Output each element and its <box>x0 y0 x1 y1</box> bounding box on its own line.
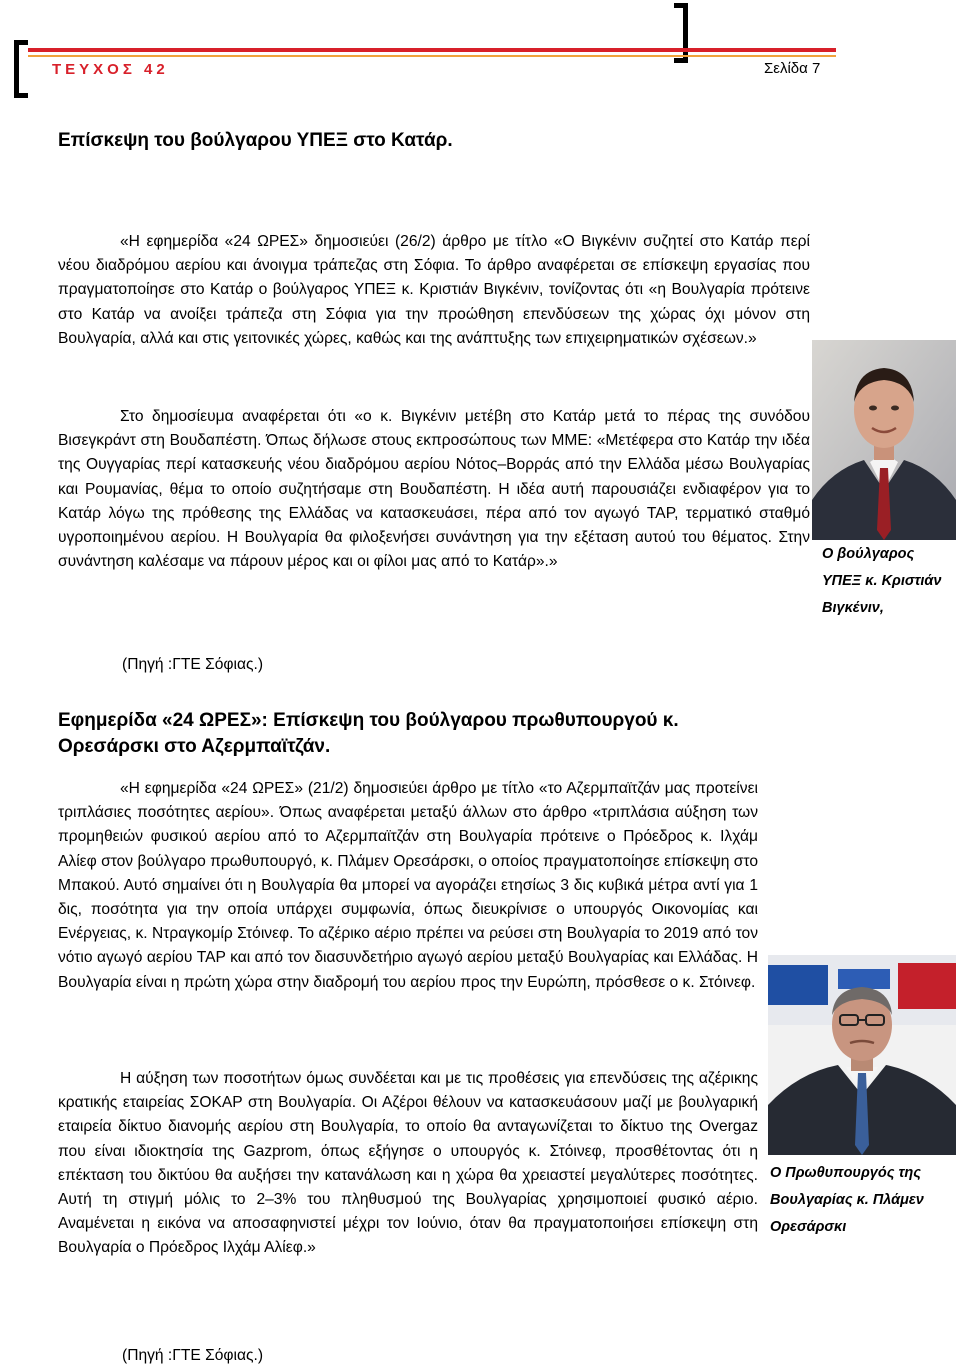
vigenin-caption: Ο βούλγαρος ΥΠΕΞ κ. Κριστιάν Βιγκένιν, <box>822 546 942 616</box>
oresharski-caption: Ο Πρωθυπουργός της Βουλγαρίας κ. Πλάμεν Ορεσάρσκι <box>770 1165 924 1235</box>
page-number: Σελίδα 7 <box>764 60 821 77</box>
header-left-bracket <box>14 40 28 98</box>
article2-title: Εφημερίδα «24 ΩΡΕΣ»: Επίσκεψη του βούλγαρου πρωθυπουργού κ. Ορεσάρσκι στο Αζερμπαϊτζάν. <box>58 710 679 757</box>
article1-title: Επίσκεψη του βούλγαρου ΥΠΕΞ στο Κατάρ. <box>58 130 453 151</box>
issue-label: ΤΕΥΧΟΣ 42 <box>52 61 169 78</box>
article2-paragraph1: «Η εφημερίδα «24 ΩΡΕΣ» (21/2) δημοσιεύει άρθρο με τίτλο «το Αζερμπαϊτζάν μας προτείνει τριπλάσιες ποσότητες αερίου». Όπως αναφέρεται μεταξύ άλλων στο άρθρο «τριπλάσια αύξηση των προμηθειών φυσικού αερίου από το Αζερμπαϊτζάν στη Βουλγαρία πρότεινε ο Πρόεδρος κ. Ιλχάμ Αλίεφ στον βούλγαρο πρωθυπουργό, κ. Πλάμεν Ορεσάρσκι, ο οποίος πραγματοποίησε επίσκεψη στο Μπακού. Αυτό σημαίνει ότι η Βουλγαρία θα μπορεί να αγοράζει ετησίως 3 δις κυβικά μέτρα αντί για 1 δις, ποσότητα για την οποία υπάρχει συμφωνία, όπως διευκρίνισε ο υπουργός Οικονομίας και Ενέργειας, κ. Ντραγκομίρ Στόινεφ. Το αζέρικο αέριο πρέπει να ρεύσει στη Βουλγαρία το 2019 από τον νότιο αγωγό αερίου TAP και από τον διασυνδετήριο αγωγό αερίου μεταξύ Βουλγαρίας και Ελλάδας. Η Βουλγαρία είναι η πρώτη χώρα στην διαδρομή του αερίου προς την Ευρώπη, πρόσθεσε ο κ. Στόινεφ. <box>58 780 758 991</box>
article2-paragraph2: Η αύξηση των ποσοτήτων όμως συνδέεται και με τις προθέσεις για επενδύσεις της αζέρικης κρατικής εταιρείας ΣΟΚΑΡ στη Βουλγαρία. Οι Αζέροι θέλουν να κατασκευάσουν μαζί με βουλγαρική εταιρεία δίκτυο διανομής αερίου στη Βουλγαρία, το οποίο θα ανταγωνίζεται το δίκτυο της Overgaz που είναι ιδιοκτησία της Gazprom, όπως εξήγησε ο υπουργός κ. Στόινεφ, προσθέτοντας ότι η επέκταση του δικτύου θα αυξήσει την κατανάλωση και η χώρα θα χρειαστεί μεγαλύτερες ποσότητες. Αυτή τη στιγμή μόλις το 2–3% του πληθυσμού της Βουλγαρίας χρησιμοποιεί φυσικό αέριο. Αναμένεται η εικόνα να αποσαφηνιστεί μέχρι τον Ιούνιο, όταν θα πραγματοποιήσει επίσκεψη στη Βουλγαρία ο Πρόεδρος Ιλχάμ Αλίεφ.» <box>58 1070 758 1257</box>
vigenin-photo <box>812 340 956 540</box>
article2-source: (Πηγή :ΓΤΕ Σόφιας.) <box>122 1347 264 1364</box>
header-rule-red <box>28 48 836 52</box>
article1-paragraph2: Στο δημοσίευμα αναφέρεται ότι «ο κ. Βιγκένιν μετέβη στο Κατάρ μετά το πέρας της συνόδου Βισεγκράντ στη Βουδαπέστη. Όπως δήλωσε στους εκπροσώπους των ΜΜΕ: «Μετέφερα στο Κατάρ την ιδέα της Ουγγαρίας περί κατασκευής νέου διαδρόμου αερίου Νότος–Βορράς από την Ελλάδα μέσω Βουλγαρίας και Ρουμανίας, θέμα το οποίο συζητήσαμε στη Βουδαπέστη. Η ιδέα αυτή παρουσιάζει ενδιαφέρον για το Κατάρ λόγω της πρόθεσης της Ελλάδας να κατασκευάσει, πέρα από τον αγωγό TAP, τερματικό σταθμό υγροποιημένου αερίου. Η Βουλγαρία θα φιλοξενήσει συνάντηση για την εξέταση αυτού του θέματος. Στην συνάντηση καλέσαμε να πάρουν μέρος και οι φίλοι μας από το Κατάρ».» <box>58 408 810 571</box>
oresharski-photo <box>768 955 956 1155</box>
article1-source: (Πηγή :ΓΤΕ Σόφιας.) <box>122 656 264 673</box>
article1-paragraph1: «Η εφημερίδα «24 ΩΡΕΣ» δημοσιεύει (26/2) άρθρο με τίτλο «Ο Βιγκένιν συζητεί στο Κατάρ περί νέου διαδρόμου αερίου και άνοιγμα τράπεζας στη Σόφια. Το άρθρο αναφέρεται σε επίσκεψη εργασίας που πραγματοποίησε στο Κατάρ ο βούλγαρος ΥΠΕΞ κ. Κριστιάν Βιγκένιν, τονίζοντας ότι «η Βουλγαρία πρότεινε στο Κατάρ να ανοίξει τράπεζα στη Σόφια για την προώθηση επενδύσεων της χώρας όχι μόνον στη Βουλγαρία, αλλά και στις γειτονικές χώρες, καθώς και της ανάπτυξης των επιχειρηματικών σχέσεων.» <box>58 233 810 347</box>
header-rule-orange <box>28 55 836 57</box>
